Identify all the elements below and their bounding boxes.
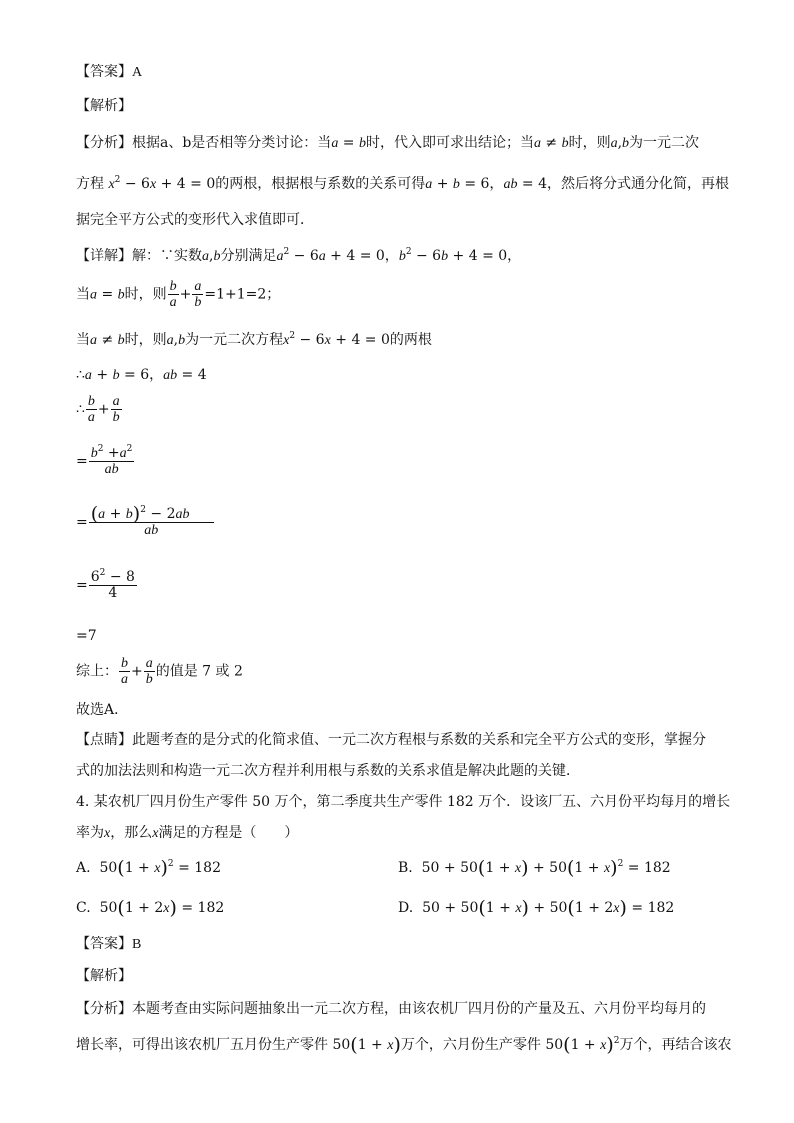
summary-line: 综上： $\frac{b}{a}$ + $\frac{a}{b}$ 的值是 7 或 2 bbox=[76, 656, 243, 687]
analysis-heading: 【解析】 bbox=[76, 98, 132, 114]
option-a: A. $50(1 + x)^2 = 182$ bbox=[76, 857, 221, 879]
q4-fenxi-line-1: 【分析】本题考查由实际问题抽象出一元二次方程，由该农机厂四月份的产量及五、六月份平均每月的 bbox=[76, 1001, 706, 1017]
q4-stem-line-1: 4. 某农机厂四月份生产零件 50 万个，第二季度共生产零件 182 万个．设该厂五、六月份平均每月的增长 bbox=[76, 794, 731, 810]
detail-line-5: ∴ $\frac{b}{a}$ + $\frac{a}{b}$ bbox=[76, 394, 120, 425]
answer-line bbox=[76, 63, 142, 82]
detail-line-6: = $\frac{b^2 +a^2}{ab}$ bbox=[76, 444, 133, 477]
q4-fenxi-line-2: 增长率，可得出该农机厂五月份生产零件 50(1 + x)万个，六月份生产零件 $50(1 + x)^2$万个，再结合该农 bbox=[76, 1034, 732, 1056]
dianjing-line-2: 式的加法法则和构造一元二次方程并利用根与系数的关系求值是解决此题的关键． bbox=[76, 763, 580, 779]
fenxi-line-3: 据完全平方公式的变形代入求值即可． bbox=[76, 212, 314, 228]
answer-tag: 【答案】 bbox=[76, 64, 132, 80]
dianjing-line-1: 【点睛】此题考查的是分式的化简求值、一元二次方程根与系数的关系和完全平方公式的变形，掌握分 bbox=[76, 732, 706, 748]
answer-value: A bbox=[132, 65, 143, 80]
option-c: C. 50(1 + 2x) = 182 bbox=[76, 897, 225, 919]
detail-line-8: = $\frac{6^2 - 8}{4}$ bbox=[76, 568, 135, 601]
detail-line-7: = $\frac{(a + b)^2 - 2ab}{ab}$ bbox=[76, 507, 215, 538]
choose-line: 故选A． bbox=[76, 702, 129, 718]
detail-line-9: =7 bbox=[76, 628, 97, 644]
option-d: D. 50 + 50(1 + x) + 50(1 + 2x) = 182 bbox=[398, 897, 675, 919]
fenxi-line-2: 方程 $x^2 - 6x + 4 = 0$的两根，根据根与系数的关系可得a + b = 6，ab = 4，然后将分式通分化简，再根 bbox=[76, 175, 729, 192]
q4-answer-line: 【答案】B bbox=[76, 936, 142, 952]
option-b: B. $50 + 50(1 + x) + 50(1 + x)^2 = 182$ bbox=[398, 857, 671, 879]
detail-line-4: ∴a + b = 6，ab = 4 bbox=[76, 367, 207, 383]
detail-line-1: 【详解】解：∵实数a,b分别满足$a^2 - 6a + 4 = 0$，$b^2 - 6b + 4 = 0$， bbox=[76, 247, 522, 264]
q4-analysis-heading: 【解析】 bbox=[76, 968, 132, 984]
detail-line-2: 当a = b时，则 $\frac{b}{a}$ + $\frac{a}{b}$ =1+1=2； bbox=[76, 279, 281, 310]
detail-line-3: 当a ≠ b时，则a,b为一元二次方程$x^2 - 6x + 4 = 0$的两根 bbox=[76, 331, 432, 348]
fenxi-line-1: 【分析】根据a、b是否相等分类讨论：当a = b时，代入即可求出结论；当a ≠ b时，则a,b为一元二次 bbox=[76, 135, 700, 151]
q4-stem-line-2: 率为x，那么x满足的方程是（ ） bbox=[76, 825, 299, 841]
